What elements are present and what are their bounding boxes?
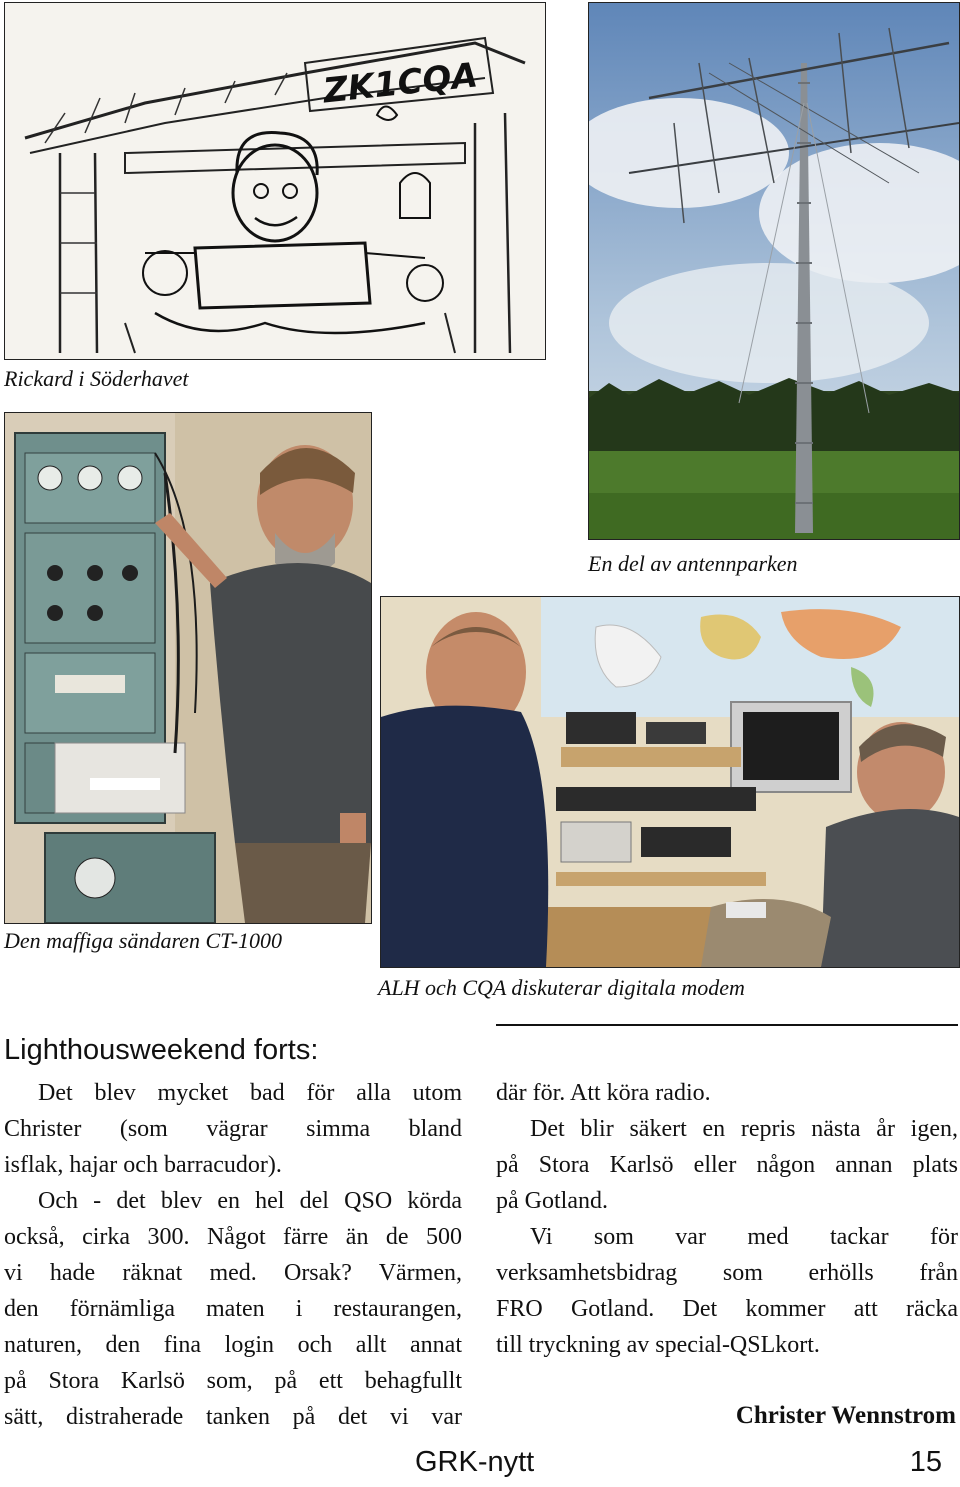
text-line: naturen, den fina login och allt annat xyxy=(4,1332,462,1358)
antenna-caption: En del av antennparken xyxy=(588,551,798,576)
text-line: FRO Gotland. Det kommer att räcka xyxy=(496,1296,958,1322)
author-signature: Christer Wennstrom xyxy=(735,1402,956,1429)
antenna-image xyxy=(589,3,959,539)
right-paragraph-1 xyxy=(496,1075,958,1111)
left-paragraph-2 xyxy=(4,1183,462,1435)
modem-photo xyxy=(380,596,960,968)
article-heading: Lighthousweekend forts: xyxy=(4,1034,319,1066)
modem-image xyxy=(381,597,959,967)
sketch-drawing xyxy=(5,3,545,359)
transmitter-caption: Den maffiga sändaren CT-1000 xyxy=(4,928,283,953)
sketch-sign-text: ZK1CQA xyxy=(321,55,480,112)
text-line: isflak, hajar och barracudor). xyxy=(4,1152,282,1178)
text-line: Vi som var med tackar för xyxy=(530,1224,958,1250)
transmitter-image xyxy=(5,413,371,923)
text-line: till tryckning av special-QSLkort. xyxy=(496,1332,820,1358)
text-line: också, cirka 300. Något färre än de 500 xyxy=(4,1224,462,1250)
text-line: den förnämliga maten i restaurangen, xyxy=(4,1296,462,1322)
article-left-column xyxy=(4,1075,462,1435)
text-line: där för. Att köra radio. xyxy=(496,1080,711,1106)
modem-caption: ALH och CQA diskuterar digitala modem xyxy=(378,975,745,1000)
sketch-caption: Rickard i Söderhavet xyxy=(4,366,189,391)
text-line: Det blev mycket bad för alla utom xyxy=(38,1080,462,1106)
page-number: 15 xyxy=(909,1446,942,1478)
text-line: Och - det blev en hel del QSO körda xyxy=(38,1188,462,1214)
text-line: Christer (som vägrar simma bland xyxy=(4,1116,462,1142)
text-line: på Gotland. xyxy=(496,1188,608,1214)
transmitter-photo xyxy=(4,412,372,924)
text-line: Det blir säkert en repris nästa år igen, xyxy=(530,1116,958,1142)
text-line: sätt, distraherade tanken på det vi var xyxy=(4,1404,462,1430)
text-line: på Stora Karlsö som, på ett behagfullt xyxy=(4,1368,462,1394)
text-line: vi hade räknat med. Orsak? Värmen, xyxy=(4,1260,462,1286)
sketch-photo xyxy=(4,2,546,360)
right-paragraph-2 xyxy=(496,1111,958,1219)
article-right-column xyxy=(496,1075,958,1363)
left-paragraph-1 xyxy=(4,1075,462,1183)
right-paragraph-3 xyxy=(496,1219,958,1363)
publication-name: GRK-nytt xyxy=(415,1446,535,1478)
section-divider xyxy=(496,1024,958,1026)
antenna-photo xyxy=(588,2,960,540)
text-line: verksamhetsbidrag som erhölls från xyxy=(496,1260,958,1286)
text-line: på Stora Karlsö eller någon annan plats xyxy=(496,1152,958,1178)
